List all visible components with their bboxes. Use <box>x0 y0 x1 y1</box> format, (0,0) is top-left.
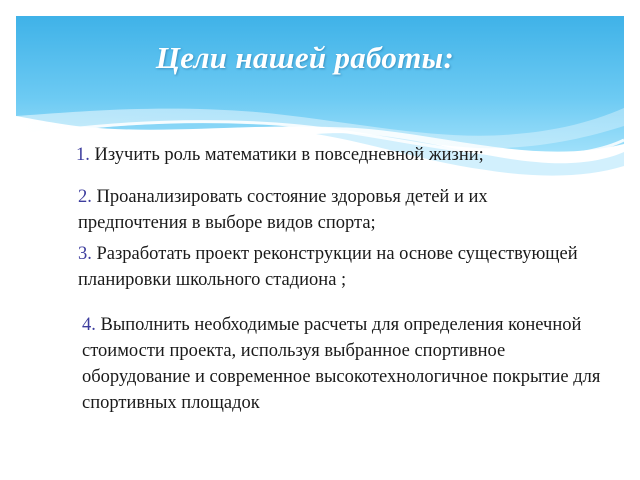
goal-item-2 <box>78 184 578 236</box>
goal-number-1: 1. <box>76 145 90 165</box>
slide <box>16 16 624 476</box>
goal-item-4 <box>82 312 602 416</box>
goal-text-3: Разработать проект реконструкции на основе существующей планировки школьного стадиона ; <box>78 244 578 290</box>
goal-number-2: 2. <box>78 187 92 207</box>
sky-background <box>16 16 624 152</box>
goal-number-4: 4. <box>82 315 96 335</box>
goal-number-3: 3. <box>78 244 92 264</box>
goal-item-3 <box>78 241 578 293</box>
goal-text-1: Изучить роль математики в повседневной жизни; <box>94 145 484 165</box>
slide-title: Цели нашей работы: <box>155 40 455 75</box>
goal-text-2: Проанализировать состояние здоровья детей и их предпочтения в выборе видов спорта; <box>78 187 488 233</box>
goal-item-1 <box>76 142 596 168</box>
goal-text-4: Выполнить необходимые расчеты для определения конечной стоимости проекта, используя выбранное спортивное оборудование и современное высокотехнологичное покрытие для спортивных площадок <box>82 315 601 413</box>
